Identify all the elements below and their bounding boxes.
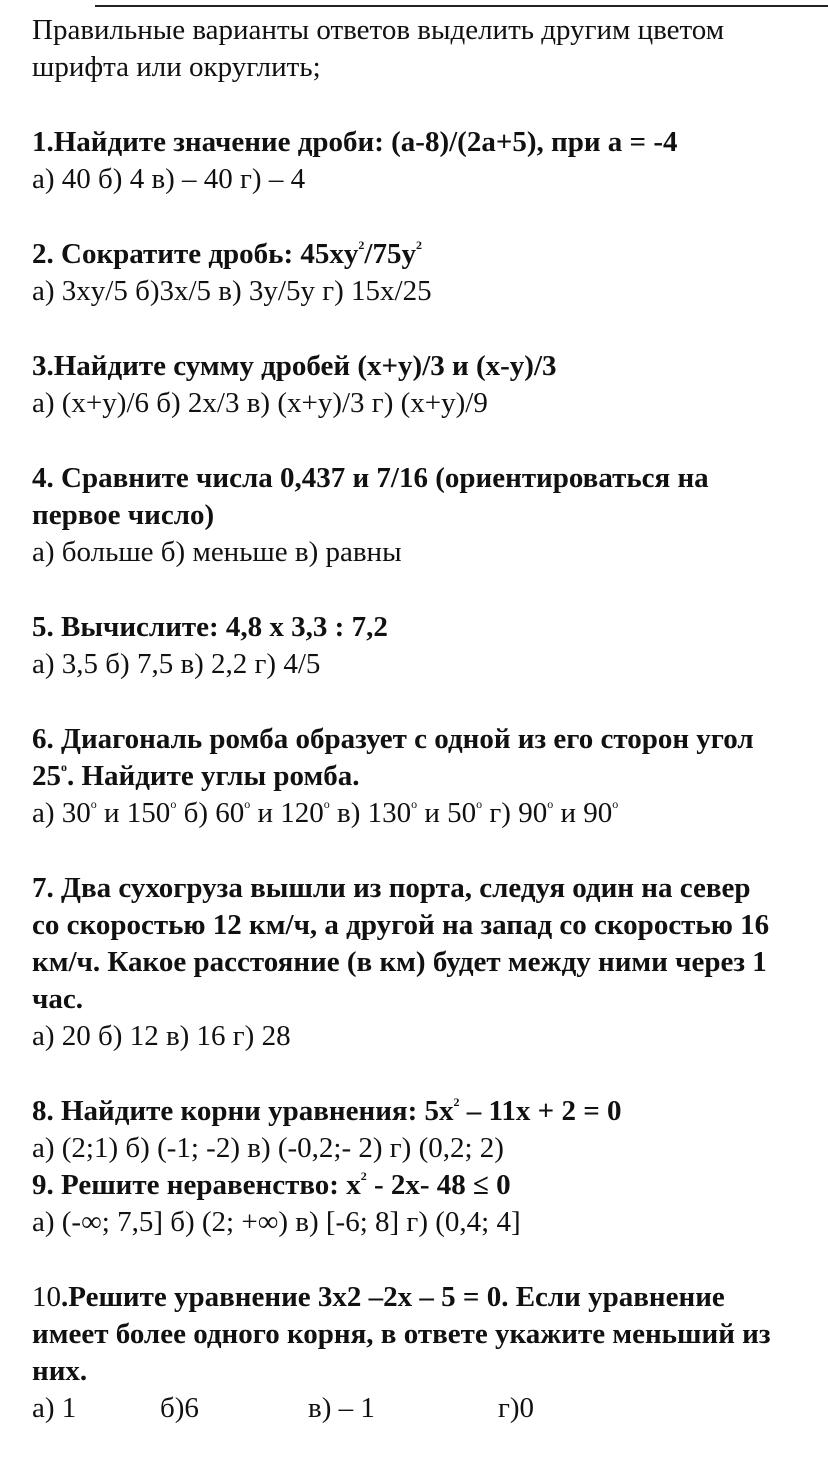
- question-4-text-line2: первое число): [32, 499, 215, 531]
- q6-answer-part: и 50: [417, 797, 477, 829]
- superscript: 2: [360, 1169, 367, 1183]
- q9-text-a: 9. Решите неравенство: x: [32, 1169, 361, 1201]
- question-3-text: 3.Найдите сумму дробей (x+y)/3 и (x-y)/3: [32, 350, 557, 382]
- superscript: 2: [358, 238, 365, 252]
- q10-option-a: а) 1: [32, 1392, 77, 1424]
- spacer: [32, 683, 828, 721]
- spacer: [32, 832, 828, 870]
- degree-mark: o: [61, 760, 67, 774]
- q8-text-b: – 11x + 2 = 0: [459, 1095, 622, 1127]
- degree-mark: o: [411, 797, 418, 811]
- question-5: [32, 609, 828, 683]
- superscript: 2: [453, 1095, 460, 1109]
- spacer: [32, 571, 828, 609]
- spacer: [32, 310, 828, 348]
- q6-answer-part: в) 130: [329, 797, 412, 829]
- q10-line1-text: .Решите уравнение 3x2 –2x – 5 = 0. Если уравнение: [61, 1281, 725, 1313]
- question-2-answers: а) 3xy/5 б)3x/5 в) 3y/5y г) 15x/25: [32, 275, 432, 307]
- q10-option-b: б)6: [160, 1392, 199, 1424]
- q6-answer-part: и 150: [96, 797, 171, 829]
- degree-mark: o: [547, 797, 554, 811]
- degree-mark: o: [612, 797, 619, 811]
- intro-line-2: шрифта или округлить;: [32, 51, 321, 83]
- spacer: [32, 422, 828, 460]
- degree-mark: o: [323, 797, 330, 811]
- intro-line-1: Правильные варианты ответов выделить другим цветом: [32, 14, 725, 46]
- q8-text-a: 8. Найдите корни уравнения: 5x: [32, 1095, 454, 1127]
- q6-answer-part: б) 60: [176, 797, 245, 829]
- superscript: 2: [415, 238, 422, 252]
- question-10: [32, 1279, 828, 1427]
- question-7-text-line1: 7. Два сухогруза вышли из порта, следуя один на север: [32, 872, 751, 904]
- question-5-answers: а) 3,5 б) 7,5 в) 2,2 г) 4/5: [32, 648, 321, 680]
- question-10-text-line3: них.: [32, 1355, 88, 1387]
- question-8: [32, 1093, 828, 1167]
- question-1-answers: а) 40 б) 4 в) – 40 г) – 4: [32, 163, 306, 195]
- question-7-text-line3: км/ч. Какое расстояние (в км) будет между ними через 1: [32, 946, 767, 978]
- question-2-text-b: /75y: [364, 238, 416, 270]
- spacer: [32, 1055, 828, 1093]
- question-7-text-line4: час.: [32, 983, 83, 1015]
- question-10-text-line2: имеет более одного корня, в ответе укажите меньший из: [32, 1318, 771, 1350]
- q6-answer-part: и 120: [250, 797, 324, 829]
- question-6: [32, 721, 828, 832]
- question-7: [32, 870, 828, 1055]
- question-10-text-line1: [32, 1279, 828, 1316]
- q10-option-c: в) – 1: [308, 1392, 375, 1424]
- q10-option-d: г)0: [498, 1392, 535, 1424]
- question-1-text: 1.Найдите значение дроби: (a-8)/(2a+5), при а = -4: [32, 126, 678, 158]
- question-6-text-line2: [32, 758, 828, 795]
- question-7-answers: а) 20 б) 12 в) 16 г) 28: [32, 1020, 291, 1052]
- question-4: [32, 460, 828, 571]
- question-9-answers: а) (-∞; 7,5] б) (2; +∞) в) [-6; 8] г) (0,4; 4]: [32, 1206, 521, 1238]
- question-8-answers: а) (2;1) б) (-1; -2) в) (-0,2;- 2) г) (0,2; 2): [32, 1132, 504, 1164]
- question-1: [32, 124, 828, 198]
- top-rule: [95, 5, 828, 7]
- degree-mark: o: [476, 797, 483, 811]
- q6-angle: 25: [32, 760, 61, 792]
- question-2: [32, 236, 828, 310]
- question-2-text: [32, 236, 828, 273]
- question-7-text-line2: со скоростью 12 км/ч, а другой на запад со скоростью 16: [32, 909, 770, 941]
- question-3: [32, 348, 828, 422]
- question-9-text: [32, 1167, 828, 1204]
- spacer: [32, 86, 828, 124]
- question-10-answers: [32, 1390, 828, 1427]
- question-4-answers: а) больше б) меньше в) равны: [32, 536, 402, 568]
- spacer: [32, 198, 828, 236]
- degree-mark: o: [170, 797, 177, 811]
- document-page: [32, 12, 828, 1427]
- question-4-text-line1: 4. Сравните числа 0,437 и 7/16 (ориентироваться на: [32, 462, 709, 494]
- question-5-text: 5. Вычислите: 4,8 х 3,3 : 7,2: [32, 611, 388, 643]
- degree-mark: o: [244, 797, 251, 811]
- q6-text-rest: . Найдите углы ромба.: [67, 760, 360, 792]
- q10-number: 10: [32, 1281, 61, 1313]
- question-3-answers: а) (x+y)/6 б) 2x/3 в) (x+y)/3 г) (x+y)/9: [32, 387, 488, 419]
- q9-text-b: - 2x- 48 ≤ 0: [366, 1169, 511, 1201]
- q6-answer-part: а) 30: [32, 797, 91, 829]
- q6-answer-part: и 90: [553, 797, 613, 829]
- question-6-answers: [32, 795, 828, 832]
- degree-mark: o: [90, 797, 97, 811]
- question-8-text: [32, 1093, 828, 1130]
- q6-answer-part: г) 90: [482, 797, 548, 829]
- question-6-text-line1: 6. Диагональ ромба образует с одной из его сторон угол: [32, 723, 754, 755]
- question-2-text-a: 2. Сократите дробь: 45xy: [32, 238, 359, 270]
- spacer: [32, 1241, 828, 1279]
- question-9: [32, 1167, 828, 1241]
